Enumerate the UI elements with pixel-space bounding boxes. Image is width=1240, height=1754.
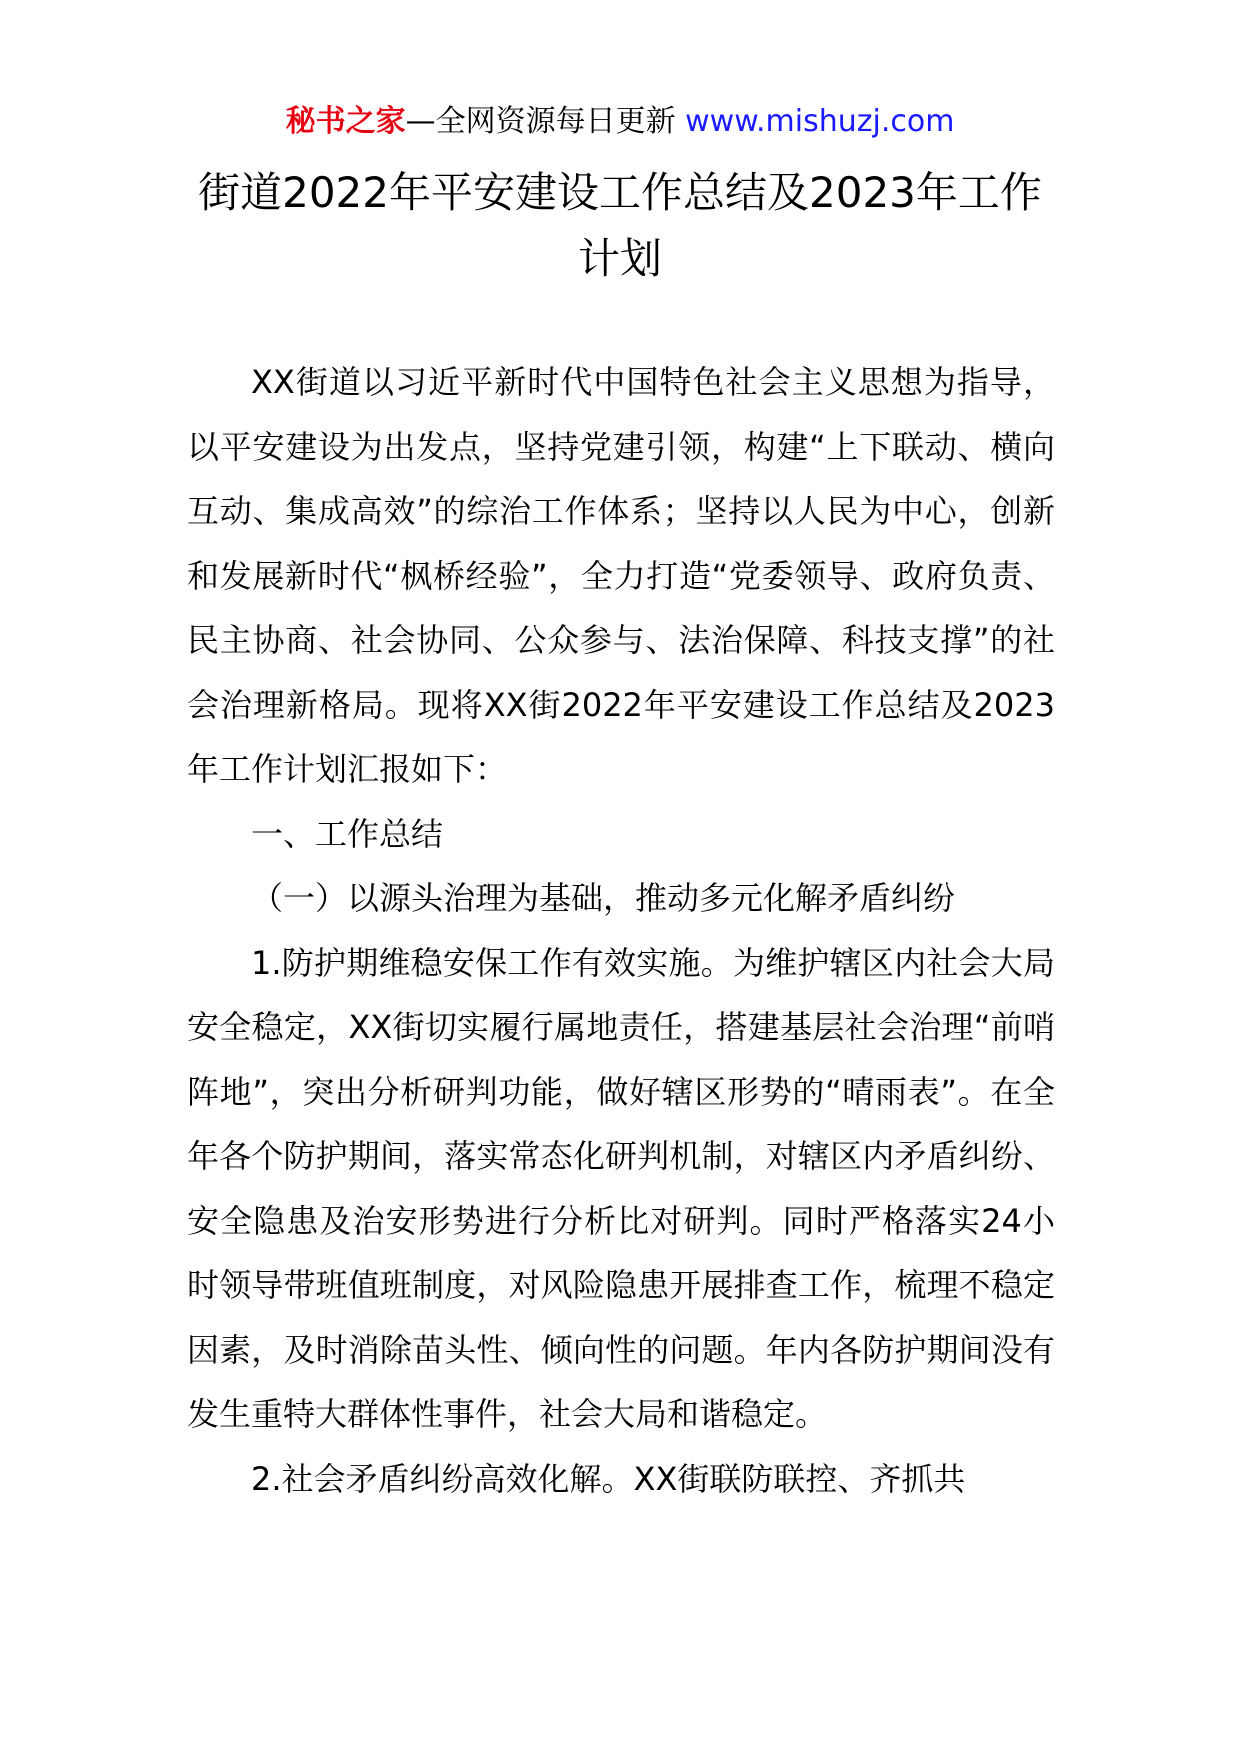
subsection-heading: （一）以源头治理为基础，推动多元化解矛盾纠纷 (251, 879, 956, 917)
intro-paragraph: XX街道以习近平新时代中国特色社会主义思想为指导，以平安建设为出发点，坚持党建引领，构建“上下联动、横向互动、集成高效”的综治工作体系；坚持以人民为中心，创新和发展新时代“枫桥经验”，全力打造“党委领导、政府负责、民主协商、社会协同、公众参与、法治保障、科技支撑”的社会治理新格局。现将XX街2022年平安建设工作总结及2023年工作计划汇报如下： (187, 363, 1055, 788)
header-slogan: —全网资源每日更新 (405, 104, 676, 139)
brand-name: 秘书之家 (285, 104, 406, 139)
document-body (187, 350, 1055, 1511)
section-heading: 一、工作总结 (251, 814, 444, 853)
site-header (0, 100, 1240, 144)
document-title: 街道2022年平安建设工作总结及2023年工作计划 (198, 168, 1042, 283)
body-paragraph: 2.社会矛盾纠纷高效化解。XX街联防联控、齐抓共 (251, 1459, 966, 1498)
site-url-link[interactable]: www.mishuzj.com (685, 104, 955, 139)
body-paragraph: 1.防护期维稳安保工作有效实施。为维护辖区内社会大局安全稳定，XX街切实履行属地责任，搭建基层社会治理“前哨阵地”，突出分析研判功能，做好辖区形势的“晴雨表”。在全年各个防护期间，落实常态化研判机制，对辖区内矛盾纠纷、安全隐患及治安形势进行分析比对研判。同时严格落实24小时领导带班值班制度，对风险隐患开展排查工作，梳理不稳定因素，及时消除苗头性、倾向性的问题。年内各防护期间没有发生重特大群体性事件，社会大局和谐稳定。 (187, 943, 1055, 1433)
